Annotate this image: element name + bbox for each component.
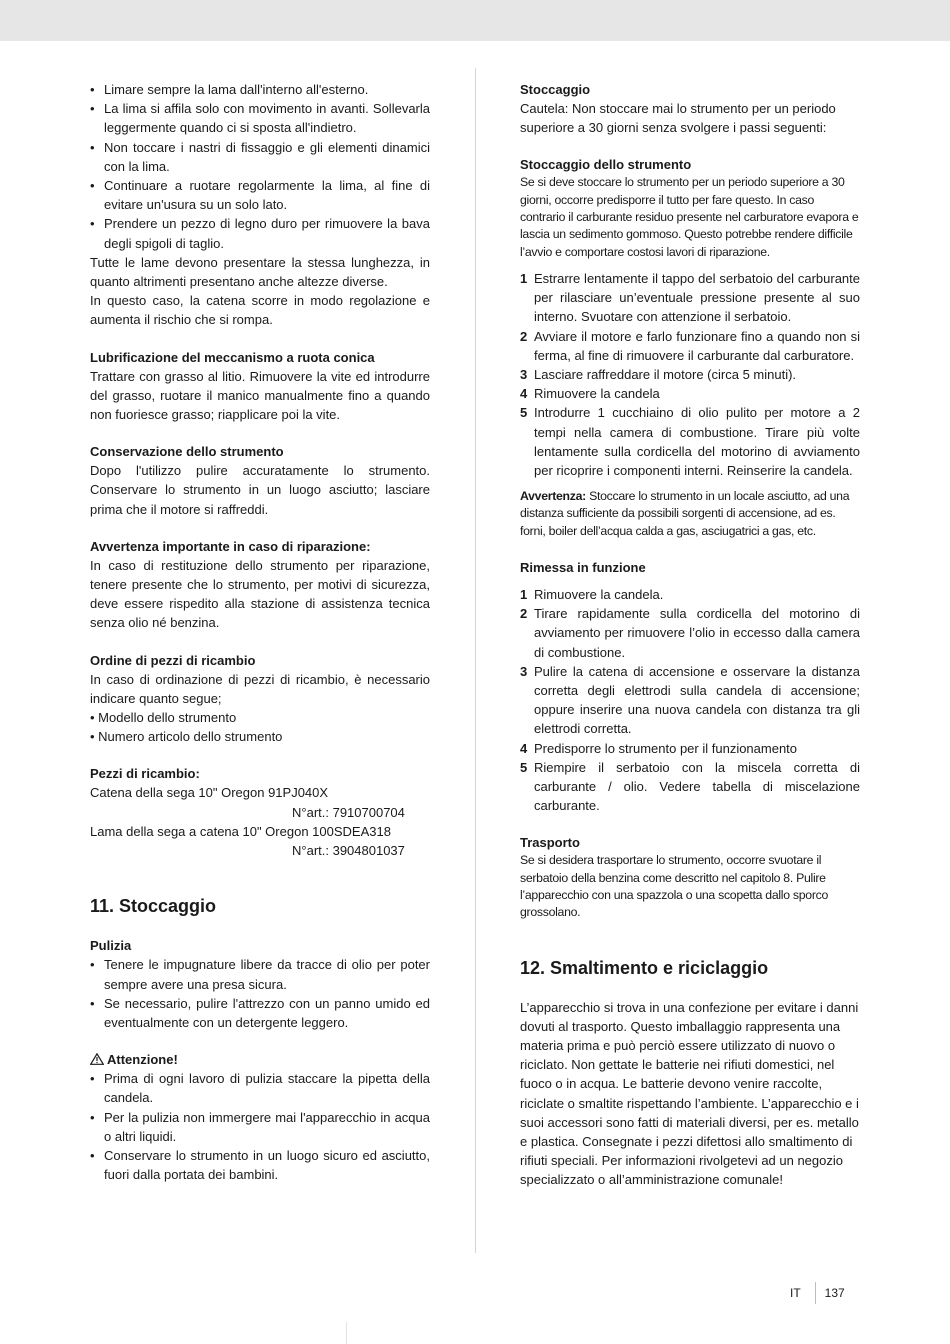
- footer-separator: [815, 1282, 816, 1304]
- step-text: Predisporre lo strumento per il funzionamento: [534, 740, 798, 756]
- step-number: 5: [520, 759, 528, 775]
- attention-heading: [90, 1050, 430, 1069]
- step-number: 3: [520, 366, 528, 382]
- section-heading: Pezzi di ricambio:: [90, 766, 200, 782]
- restart-steps-list: [520, 585, 860, 815]
- list-item: [520, 327, 860, 365]
- step-text: Introdurre 1 cucchiaino di olio pulito per motore a 2 tempi nella camera di combustione. Tirare più volte lentamente sulla cordicella del motorino di avviamento per ricoprire i componenti interni. Reinserire la candela.: [534, 405, 860, 478]
- step-number: 4: [520, 740, 528, 756]
- section-heading: Ordine di pezzi di ricambio: [90, 652, 256, 668]
- step-text: Pulire la catena di accensione e osservare la distanza corretta degli elettrodi sulla candela di accensione; oppure inserire una nuova candela con distanza tra gli elettrodi corretta.: [534, 663, 860, 737]
- step-text: Riempire il serbatoio con la miscela corretta di carburante / olio. Vedere tabella di miscelazione carburante.: [534, 759, 860, 814]
- list-item: • Limare sempre la lama dall'interno all'esterno.: [90, 80, 430, 99]
- left-column: [90, 80, 430, 1184]
- list-item: • Non toccare i nastri di fissaggio e gli elementi dinamici con la lima.: [90, 138, 430, 176]
- top-bar: [0, 0, 950, 41]
- list-item: [520, 384, 860, 403]
- column-divider: [475, 68, 476, 1253]
- spare-part-number: N°art.: 3904801037: [292, 843, 405, 859]
- paragraph: Se si desidera trasportare lo strumento, occorre svuotare il serbatoio della benzina come descritto nel capitolo 8. Pulire l’apparecchio con una spazzola o una scopetta dallo sporco grossolano.: [520, 853, 828, 920]
- step-number: 3: [520, 663, 528, 679]
- list-item: [520, 365, 860, 384]
- step-text: Tirare rapidamente sulla cordicella del motorino di avviamento per rimuovere l’olio in eccesso dalla camera di combustione.: [534, 606, 860, 660]
- list-item: [520, 585, 860, 604]
- page-footer: [790, 1283, 845, 1303]
- list-item: • Tenere le impugnature libere da tracce di olio per poter sempre avere una presa sicura.: [90, 955, 430, 993]
- attention-list: [90, 1069, 430, 1184]
- step-number: 2: [520, 606, 528, 622]
- step-number: 2: [520, 328, 528, 344]
- paragraph: In caso di ordinazione di pezzi di ricambio, è necessario indicare quanto segue;: [90, 671, 430, 706]
- language-code: IT: [790, 1286, 801, 1300]
- paragraph: Trattare con grasso al litio. Rimuovere la vite ed introdurre del grasso, ruotare il manico manualmente fino a quando non fuoriesce grasso; riapplicare poi la vite.: [90, 368, 430, 423]
- chapter-title: 12. Smaltimento e riciclaggio: [520, 957, 769, 978]
- list-item: • Numero articolo dello strumento: [90, 729, 283, 745]
- section-heading: Rimessa in funzione: [520, 560, 646, 576]
- paragraph: L’apparecchio si trova in una confezione per evitare i danni dovuti al trasporto. Questo imballaggio rappresenta una materia prima e può perciò essere utilizzato di nuovo o riciclato. Non gettate le batterie nei rifiuti domestici, nel fuoco o in acqua. Le batterie devono venire raccolte, riciclate o smaltite rispettando l’ambiente. L’apparecchio e i suoi accessori sono fatti di materiali diversi, per es. metallo e plastica. Consegnate i pezzi difettosi allo smaltimento di rifiuti speciali. Per informazioni rivolgetevi ad un negozio specializzato o all’amministrazione comunale!: [520, 999, 859, 1188]
- list-item: • Prima di ogni lavoro di pulizia staccare la pipetta della candela.: [90, 1069, 430, 1107]
- step-text: Lasciare raffreddare il motore (circa 5 minuti).: [534, 366, 797, 382]
- chapter-title: 11. Stoccaggio: [90, 896, 217, 917]
- step-text: Rimuovere la candela: [534, 386, 660, 402]
- list-item: • Conservare lo strumento in un luogo sicuro ed asciutto, fuori dalla portata dei bambini.: [90, 1146, 430, 1184]
- section-heading: Trasporto: [520, 835, 580, 851]
- list-item: • Se necessario, pulire l'attrezzo con un panno umido ed eventualmente con un detergente leggero.: [90, 994, 430, 1032]
- list-item: [520, 269, 860, 327]
- list-item: [520, 739, 860, 758]
- warning-icon: [90, 1053, 104, 1065]
- paragraph: Dopo l'utilizzo pulire accuratamente lo strumento. Conservare lo strumento in un luogo asciutto; lasciare prima che il motore si raffreddi.: [90, 463, 430, 517]
- section-heading: Pulizia: [90, 938, 132, 954]
- right-column: [520, 80, 860, 1190]
- paragraph: Cautela: Non stoccare mai lo strumento per un periodo superiore a 30 giorni senza svolgere i passi seguenti:: [520, 101, 836, 136]
- list-item: • Per la pulizia non immergere mai l'apparecchio in acqua o altri liquidi.: [90, 1108, 430, 1146]
- list-item: [520, 662, 860, 739]
- list-item: • La lima si affila solo con movimento in avanti. Sollevarla leggermente quando ci si sposta all'indietro.: [90, 99, 430, 137]
- warning-label: Avvertenza:: [520, 489, 586, 504]
- sharpening-tips-list: [90, 80, 430, 253]
- cleaning-list: [90, 955, 430, 1032]
- list-item: [520, 758, 860, 816]
- section-heading: Lubrificazione del meccanismo a ruota conica: [90, 349, 375, 365]
- section-heading: Stoccaggio dello strumento: [520, 157, 692, 173]
- warning-paragraph: [520, 488, 860, 540]
- section-heading: Stoccaggio: [520, 82, 591, 97]
- paragraph: In caso di restituzione dello strumento per riparazione, tenere presente che lo strumento, per motivi di sicurezza, deve essere rispedito alla stazione di assistenza tecnica senza olio né benzina.: [90, 557, 430, 631]
- list-item: • Continuare a ruotare regolarmente la lima, al fine di evitare un'usura su un solo lato.: [90, 176, 430, 214]
- list-item: [520, 403, 860, 480]
- step-text: Estrarre lentamente il tappo del serbatoio del carburante per rilasciare un’eventuale pressione presente al suo interno. Svuotare con attenzione il serbatoio.: [534, 270, 860, 325]
- section-heading: Avvertenza importante in caso di riparazione:: [90, 538, 371, 554]
- list-item: • Prendere un pezzo di legno duro per rimuovere la bava degli spigoli di taglio.: [90, 214, 430, 252]
- spare-part-name: Catena della sega 10" Oregon 91PJ040X: [90, 785, 329, 801]
- attention-label: Attenzione!: [107, 1052, 178, 1068]
- list-item: [520, 604, 860, 662]
- step-text: Avviare il motore e farlo funzionare fino a quando non si ferma, al fine di rimuovere il carburante dal carburatore.: [534, 328, 860, 363]
- spare-part-number: N°art.: 7910700704: [292, 804, 405, 820]
- list-item: • Modello dello strumento: [90, 710, 237, 726]
- paragraph: Tutte le lame devono presentare la stessa lunghezza, in quanto altrimenti presentano anche altezze diverse.: [90, 254, 430, 290]
- step-number: 5: [520, 405, 528, 421]
- step-text: Rimuovere la candela.: [534, 587, 664, 603]
- step-number: 1: [520, 587, 528, 603]
- page-number: 137: [824, 1286, 845, 1300]
- crop-mark: [346, 1322, 347, 1344]
- warning-text: Stoccare lo strumento in un locale asciutto, ad una distanza sufficiente da possibili sorgenti di accensione, ad es. forni, boiler dell’acqua calda a gas, asciugatrici a gas, etc.: [520, 489, 850, 538]
- step-number: 4: [520, 386, 528, 402]
- paragraph: In questo caso, la catena scorre in modo regolazione e aumenta il rischio che si rompa.: [90, 293, 430, 328]
- paragraph: Se si deve stoccare lo strumento per un periodo superiore a 30 giorni, occorre predisporre il tutto per fare questo. In caso contrario il carburante residuo presente nel carburatore evapora e lascia un sedimento gommoso. Questo potrebbe rendere difficile l’avvio e comportare costosi lavori di riparazione.: [520, 175, 859, 259]
- spare-part-name: Lama della sega a catena 10" Oregon 100SDEA318: [90, 823, 391, 839]
- storage-steps-list: [520, 269, 860, 480]
- step-number: 1: [520, 270, 528, 286]
- section-heading: Conservazione dello strumento: [90, 444, 284, 460]
